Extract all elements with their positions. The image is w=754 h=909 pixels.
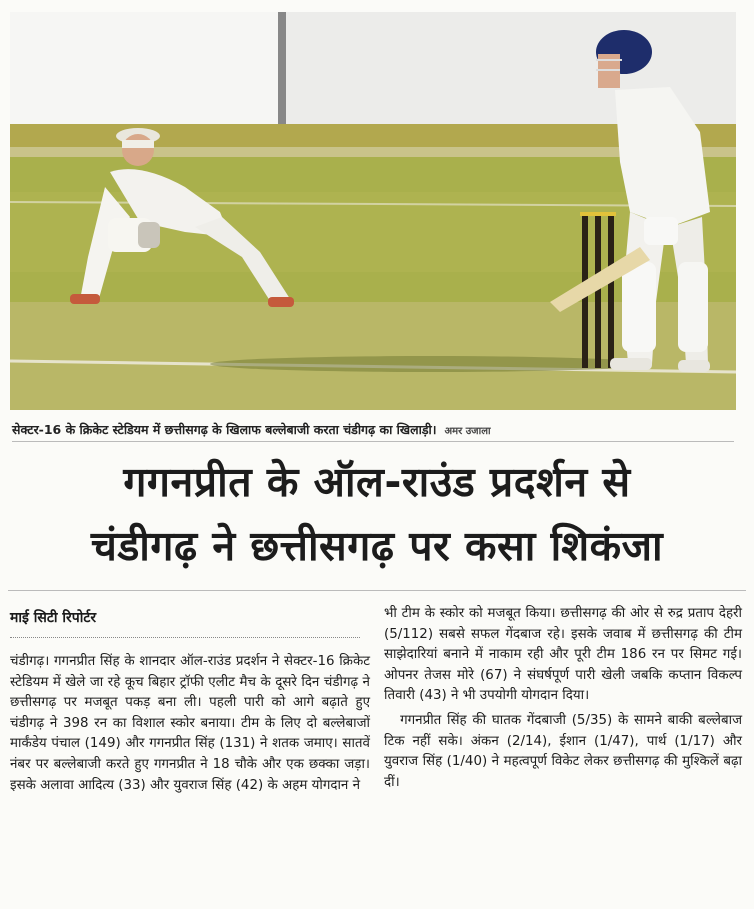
photo-credit: अमर उजाला: [444, 425, 491, 437]
article-paragraph-1: चंडीगढ़। गगनप्रीत सिंह के शानदार ऑल-राउंड प्रदर्शन ने सेक्टर-16 क्रिकेट स्टेडियम में खेले जा रहे कूच बिहार ट्रॉफी एलीट मैच के दूसरे दिन चंडीगढ़ ने छत्तीसगढ़ पर मजबूत पकड़ बना ली। पहली पारी को आगे बढ़ाते हुए चंडीगढ़ ने 398 रन का विशाल स्कोर बनाया। टीम के लिए दो बल्लेबाजों मार्कंडेय पंचाल (149) और गगनप्रीत सिंह (131) ने शतक जमाए। सातवें नंबर पर बल्लेबाजी करते हुए गगनप्रीत ने 18 चौके और एक छक्का जड़ा। इसके अलावा आदित्य (33) और युवराज सिंह (42) के अहम योगदान ने: [10, 654, 370, 793]
cricket-photo: [10, 12, 736, 410]
byline-divider: [10, 637, 360, 638]
article-column-left: [10, 652, 370, 800]
article-paragraph-3: गगनप्रीत सिंह की घातक गेंदबाजी (5/35) के सामने बाकी बल्लेबाज टिक नहीं सके। अंकन (2/14), ईशान (1/47), पार्थ (1/17) और युवराज सिंह (1/40) ने महत्वपूर्ण विकेट लेकर छत्तीसगढ़ की मुश्किलें बढ़ा दीं।: [384, 712, 742, 790]
caption-text: सेक्टर-16 के क्रिकेट स्टेडियम में छत्तीसगढ़ के खिलाफ बल्लेबाजी करता चंडीगढ़ का खिलाड़ी।: [12, 422, 437, 437]
article-paragraph-2: भी टीम के स्कोर को मजबूत किया। छत्तीसगढ़ की ओर से रुद्र प्रताप देहरी (5/112) सबसे सफल गेंदबाज रहे। इसके जवाब में छत्तीसगढ़ की टीम साझेदारियां बनाने में नाकाम रही और पूरी टीम 186 रन पर सिमट गई। ओपनर तेजस मोरे (67) ने संघर्षपूर्ण पारी खेली जबकि कप्तान विकल्प तिवारी (43) ने भी उपयोगी योगदान दिया।: [384, 606, 742, 704]
headline: [8, 450, 746, 578]
article-column-right: [384, 604, 742, 797]
headline-line-1: गगनप्रीत के ऑल-राउंड प्रदर्शन से: [123, 458, 631, 506]
byline: माई सिटी रिपोर्टर: [10, 610, 97, 626]
headline-line-2: चंडीगढ़ ने छत्तीसगढ़ पर कसा शिकंजा: [90, 522, 664, 570]
photo-illustration: [10, 12, 736, 410]
headline-divider: [8, 590, 746, 591]
photo-caption: [12, 418, 734, 442]
